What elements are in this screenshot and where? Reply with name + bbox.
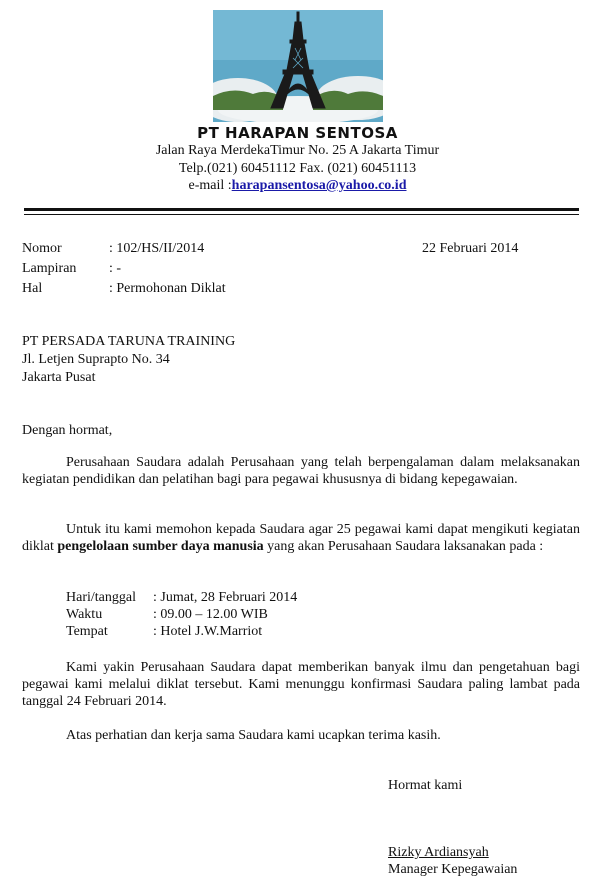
schedule-place-label: Tempat	[66, 624, 108, 639]
lampiran-value: : -	[109, 261, 122, 276]
signer-name: Rizky Ardiansyah	[388, 845, 489, 860]
hal-value: : Permohonan Diklat	[109, 281, 226, 296]
paragraph-3: Kami yakin Perusahaan Saudara dapat memberikan banyak ilmu dan pengetahuan bagi pegawai kami melalui diklat tersebut. Kami menunggu konfirmasi Saudara paling lambat pada tanggal 24 Februari 2014.	[22, 660, 580, 709]
email-link[interactable]: harapansentosa@yahoo.co.id	[231, 178, 407, 193]
paragraph-2-start: Untuk itu kami memohon kepada Saudara agar 25 pegawai kami dapat mengikuti kegiatan diklat	[22, 522, 580, 554]
schedule-time-value: : 09.00 – 12.00 WIB	[153, 607, 268, 622]
letterhead-rule-thin	[24, 214, 579, 215]
lampiran-label: Lampiran	[22, 261, 77, 276]
schedule-time-label: Waktu	[66, 607, 103, 622]
schedule-place-value: : Hotel J.W.Marriot	[153, 624, 263, 639]
closing-salutation: Hormat kami	[388, 778, 463, 793]
letterhead-rule-thick	[24, 208, 579, 211]
nomor-label: Nomor	[22, 241, 62, 256]
company-logo	[213, 10, 383, 122]
nomor-value: : 102/HS/II/2014	[109, 241, 205, 256]
paragraph-4: Atas perhatian dan kerja sama Saudara kami ucapkan terima kasih.	[66, 728, 441, 743]
paragraph-1: Perusahaan Saudara adalah Perusahaan yang telah berpengalaman dalam melaksanakan kegiatan pendidikan dan pelatihan bagi para pegawai khususnya di bidang kepegawaian.	[22, 455, 580, 487]
paragraph-2	[22, 521, 580, 555]
recipient-street: Jl. Letjen Suprapto No. 34	[22, 352, 170, 367]
hal-label: Hal	[22, 281, 43, 296]
company-name: PT HARAPAN SENTOSA	[197, 124, 398, 142]
recipient-city: Jakarta Pusat	[22, 370, 96, 385]
email-label: e-mail :	[188, 178, 232, 193]
paragraph-2-end: yang akan Perusahaan Saudara laksanakan pada :	[263, 539, 544, 554]
schedule-day-label: Hari/tanggal	[66, 590, 136, 605]
signer-title: Manager Kepegawaian	[388, 862, 518, 877]
schedule-day-value: : Jumat, 28 Februari 2014	[153, 590, 298, 605]
greeting: Dengan hormat,	[22, 423, 113, 438]
eiffel-tower-icon	[213, 10, 383, 122]
company-phone: Telp.(021) 60451112 Fax. (021) 60451113	[178, 161, 417, 176]
recipient-name: PT PERSADA TARUNA TRAINING	[22, 334, 236, 349]
paragraph-2-bold: pengelolaan sumber daya manusia	[57, 539, 264, 554]
company-email-line	[0, 178, 595, 194]
letter-date: 22 Februari 2014	[422, 241, 519, 256]
company-address: Jalan Raya MerdekaTimur No. 25 A Jakarta Timur	[155, 143, 440, 158]
